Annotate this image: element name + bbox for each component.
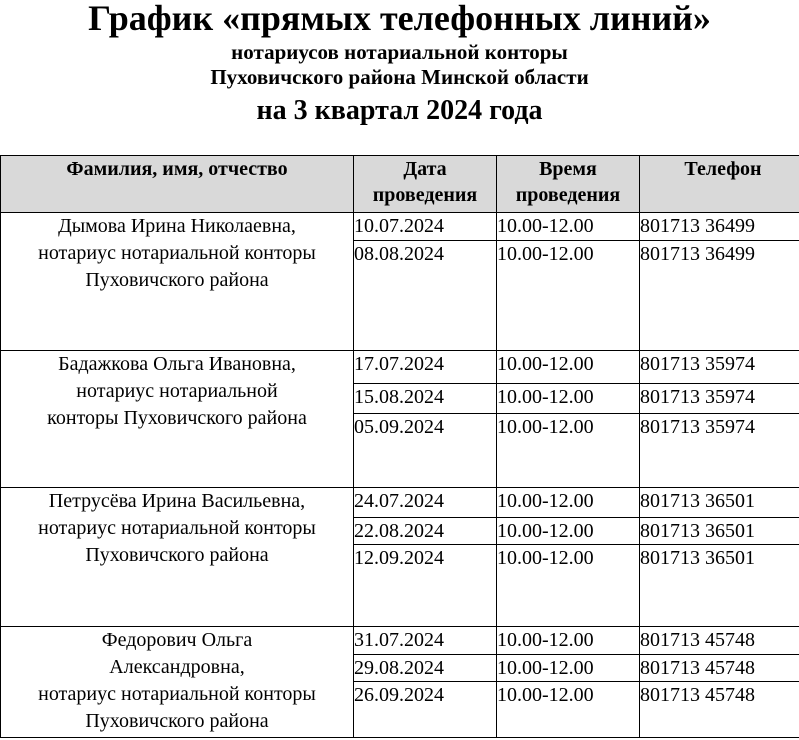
phone-cell: 801713 36501	[640, 488, 799, 518]
date-cell: 17.07.2024	[354, 351, 497, 384]
notary-name-cell	[1, 627, 354, 738]
column-header-name: Фамилия, имя, отчество	[1, 156, 354, 213]
phone-cell: 801713 36499	[640, 241, 799, 351]
notary-name-line: Петрусёва Ирина Васильевна,	[48, 490, 306, 512]
phone-cell: 801713 45748	[640, 655, 799, 682]
notary-name-line: нотариус нотариальной	[76, 380, 278, 402]
column-header-date-line2: проведения	[372, 184, 478, 206]
document-subtitle-1: нотариусов нотариальной конторы	[231, 40, 568, 64]
date-cell: 22.08.2024	[354, 518, 497, 545]
time-cell: 10.00-12.00	[497, 213, 640, 241]
table-header-row	[1, 156, 799, 213]
time-cell: 10.00-12.00	[497, 414, 640, 488]
notary-name-line: нотариус нотариальной конторы	[38, 242, 316, 264]
column-header-time-line2: проведения	[515, 184, 621, 206]
date-cell: 24.07.2024	[354, 488, 497, 518]
phone-cell: 801713 36499	[640, 213, 799, 241]
phone-cell: 801713 36501	[640, 518, 799, 545]
document-title: График «прямых телефонных линий»	[88, 0, 711, 38]
column-header-time-line1: Время	[539, 158, 597, 180]
phone-cell: 801713 35974	[640, 414, 799, 488]
date-cell: 05.09.2024	[354, 414, 497, 488]
time-cell: 10.00-12.00	[497, 627, 640, 655]
notary-name-line: Бадажкова Ольга Ивановна,	[58, 353, 296, 375]
notary-name-line: нотариус нотариальной конторы	[38, 683, 316, 705]
time-cell: 10.00-12.00	[497, 545, 640, 627]
phone-cell: 801713 35974	[640, 384, 799, 414]
document-subtitle-2: Пуховичского района Минской области	[210, 65, 589, 89]
notary-name-line: Федорович Ольга	[101, 629, 253, 651]
date-cell: 26.09.2024	[354, 682, 497, 738]
table-row	[1, 488, 799, 518]
schedule-table	[0, 155, 799, 738]
time-cell: 10.00-12.00	[497, 518, 640, 545]
table-row	[1, 627, 799, 655]
date-cell: 08.08.2024	[354, 241, 497, 351]
phone-cell: 801713 36501	[640, 545, 799, 627]
column-header-time	[497, 156, 640, 213]
notary-name-line: конторы Пуховичского района	[47, 407, 307, 429]
date-cell: 12.09.2024	[354, 545, 497, 627]
notary-name-line: нотариус нотариальной конторы	[38, 517, 316, 539]
table-row	[1, 213, 799, 241]
table-row	[1, 351, 799, 384]
notary-name-line: Пуховичского района	[85, 710, 269, 732]
notary-name-cell	[1, 488, 354, 627]
date-cell: 15.08.2024	[354, 384, 497, 414]
phone-cell: 801713 45748	[640, 682, 799, 738]
notary-name-line: Пуховичского района	[85, 269, 269, 291]
time-cell: 10.00-12.00	[497, 655, 640, 682]
time-cell: 10.00-12.00	[497, 488, 640, 518]
time-cell: 10.00-12.00	[497, 682, 640, 738]
notary-name-line: Дымова Ирина Николаевна,	[58, 215, 296, 237]
column-header-date	[354, 156, 497, 213]
notary-name-cell	[1, 213, 354, 351]
notary-name-line: Александровна,	[109, 656, 245, 678]
document-period: на 3 квартал 2024 года	[256, 95, 543, 126]
notary-name-line: Пуховичского района	[85, 544, 269, 566]
phone-cell: 801713 35974	[640, 351, 799, 384]
notary-name-cell	[1, 351, 354, 488]
date-cell: 29.08.2024	[354, 655, 497, 682]
date-cell: 31.07.2024	[354, 627, 497, 655]
column-header-phone: Телефон	[640, 156, 799, 213]
time-cell: 10.00-12.00	[497, 384, 640, 414]
table-body	[1, 213, 799, 738]
column-header-date-line1: Дата	[403, 158, 447, 180]
time-cell: 10.00-12.00	[497, 241, 640, 351]
date-cell: 10.07.2024	[354, 213, 497, 241]
time-cell: 10.00-12.00	[497, 351, 640, 384]
phone-cell: 801713 45748	[640, 627, 799, 655]
